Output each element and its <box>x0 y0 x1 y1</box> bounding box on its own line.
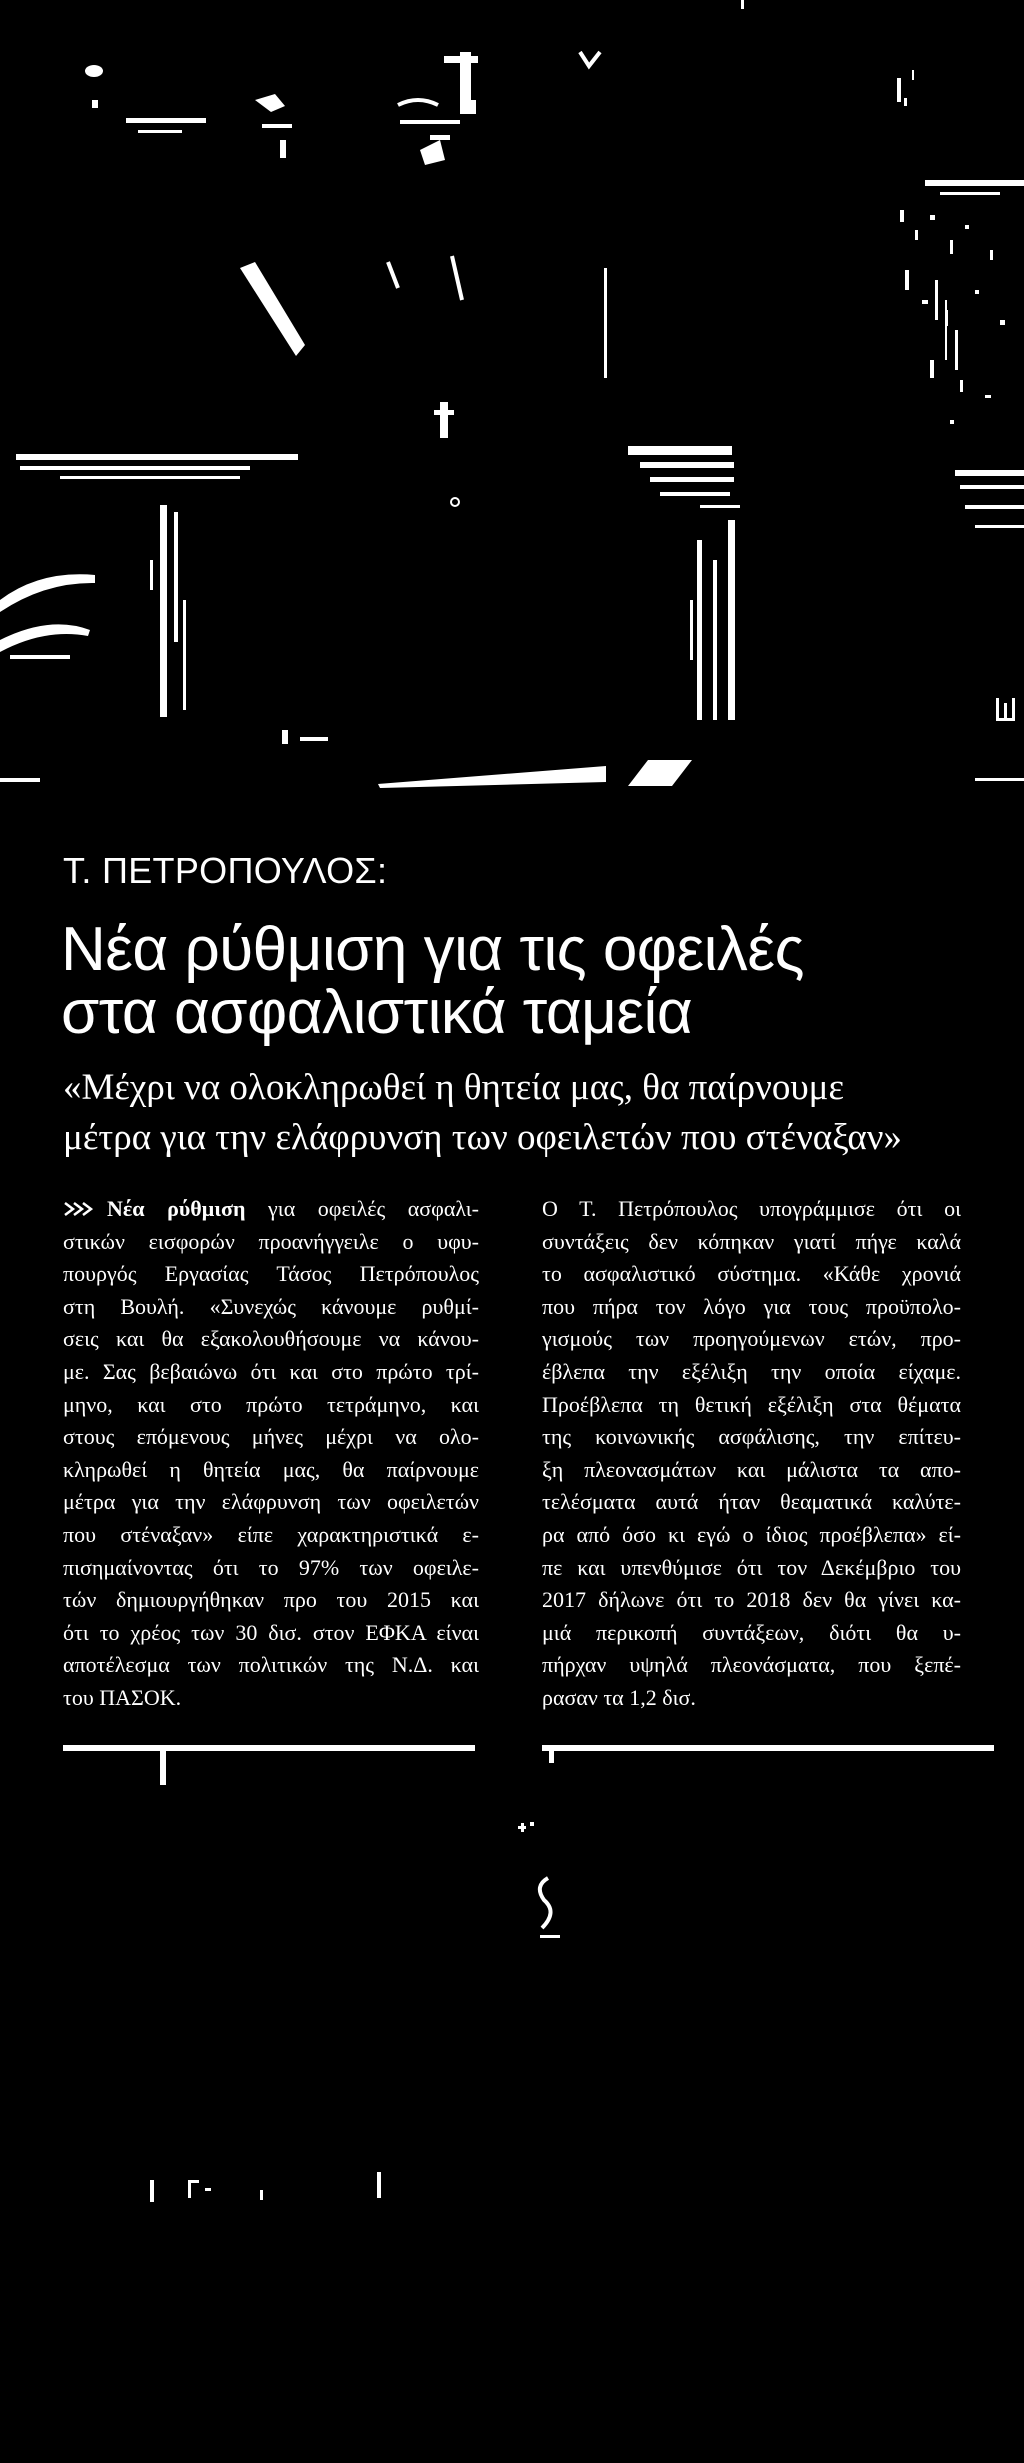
right-column-line: τελέσματα αυτά ήταν θεαματικά καλύτε- <box>542 1489 961 1515</box>
subhead-line: μέτρα για την ελάφρυνση των οφειλετών που στέναξαν» <box>63 1117 902 1158</box>
right-column-line: έβλεπα την εξέλιξη την οποία είχαμε. <box>542 1358 961 1384</box>
headline-line: Νέα ρύθμιση για τις οφειλές <box>61 915 804 984</box>
right-column-line: μιά περικοπή συντάξεων, διότι θα υ- <box>542 1619 961 1645</box>
left-column-lead-line <box>63 1193 479 1226</box>
left-column-line: μηνο, και στο πρώτο τετράμηνο, και <box>63 1391 479 1417</box>
right-column-line: το ασφαλιστικό σύστημα. «Κάθε χρονιά <box>542 1261 961 1287</box>
right-column-line: ρα από όσο κι εγώ ο ίδιος προέβλεπα» εί- <box>542 1521 961 1547</box>
left-column-line: που στέναξαν» είπε χαρακτηριστικά ε- <box>63 1521 479 1547</box>
right-column-line: γισμούς των προηγούμενων ετών, προ- <box>542 1326 961 1352</box>
lead-bold-text: Νέα ρύθμιση <box>107 1196 246 1221</box>
left-column <box>63 1193 479 1715</box>
left-column-line: ότι το χρέος των 30 δισ. στον ΕΦΚΑ είναι <box>63 1619 479 1645</box>
right-column-line: συντάξεις δεν κόπηκαν γιατί πήγε καλά <box>542 1228 961 1254</box>
left-column-line: πουργός Εργασίας Τάσος Πετρόπουλος <box>63 1261 479 1287</box>
article-kicker: Τ. ΠΕΤΡΟΠΟΥΛΟΣ: <box>63 850 388 891</box>
left-column-line: στικών εισφορών προανήγγειλε ο υφυ- <box>63 1228 479 1254</box>
left-column-line: σεις και θα εξακολουθήσουμε να κάνου- <box>63 1326 479 1352</box>
left-column-line: μέτρα για την ελάφρυνση των οφειλετών <box>63 1489 479 1515</box>
subhead-line: «Μέχρι να ολοκληρωθεί η θητεία μας, θα παίρνουμε <box>63 1067 845 1108</box>
headline-line: στα ασφαλιστικά ταμεία <box>61 978 693 1047</box>
right-column-line: Ο Τ. Πετρόπουλος υπογράμμισε ότι οι <box>542 1196 961 1221</box>
article-headline <box>61 915 804 1047</box>
right-column-line: της κοινωνικής ασφάλισης, την επίτευ- <box>542 1424 961 1450</box>
left-column-line: κληρωθεί η θητεία μας, θα παίρνουμε <box>63 1456 479 1482</box>
top-photo <box>0 0 1024 790</box>
right-column-line: ξη πλεονασμάτων και μάλιστα τα απο- <box>542 1456 961 1482</box>
left-column-line: στη Βουλή. «Συνεχώς κάνουμε ρυθμί- <box>63 1293 479 1319</box>
article-subhead <box>63 1063 902 1163</box>
right-column-line: πε και υπενθύμισε ότι τον Δεκέμβριο του <box>542 1554 961 1580</box>
left-column-line: πισημαίνοντας ότι το 97% των οφειλε- <box>63 1554 479 1580</box>
right-column-line: που πήρα τον λόγο για τους προϋπολο- <box>542 1293 961 1319</box>
bottom-photo-background <box>0 1740 1024 2463</box>
lead-rest-text: για οφειλές ασφαλι- <box>245 1196 479 1221</box>
right-column <box>542 1193 961 1715</box>
left-column-line: του ΠΑΣΟΚ. <box>63 1684 182 1710</box>
right-column-line: πήρχαν υψηλά πλεονάσματα, που ξεπέ- <box>542 1652 961 1678</box>
left-column-line: αποτέλεσμα των πολιτικών της Ν.Δ. και <box>63 1652 479 1678</box>
double-chevron-icon <box>63 1194 93 1210</box>
right-column-line: 2017 δήλωνε ότι το 2018 δεν θα γίνει κα- <box>542 1587 961 1613</box>
left-column-line: στους επόμενους μήνες μέχρι να ολο- <box>63 1424 479 1450</box>
right-column-line: ρασαν τα 1,2 δισ. <box>542 1684 696 1710</box>
bottom-photo <box>0 1740 1024 2463</box>
right-column-line: Προέβλεπα τη θετική εξέλιξη στα θέματα <box>542 1391 961 1417</box>
left-column-line: τών δημιουργήθηκαν προ του 2015 και <box>63 1587 479 1613</box>
left-column-line: με. Σας βεβαιώνω ότι και στο πρώτο τρί- <box>63 1358 479 1384</box>
